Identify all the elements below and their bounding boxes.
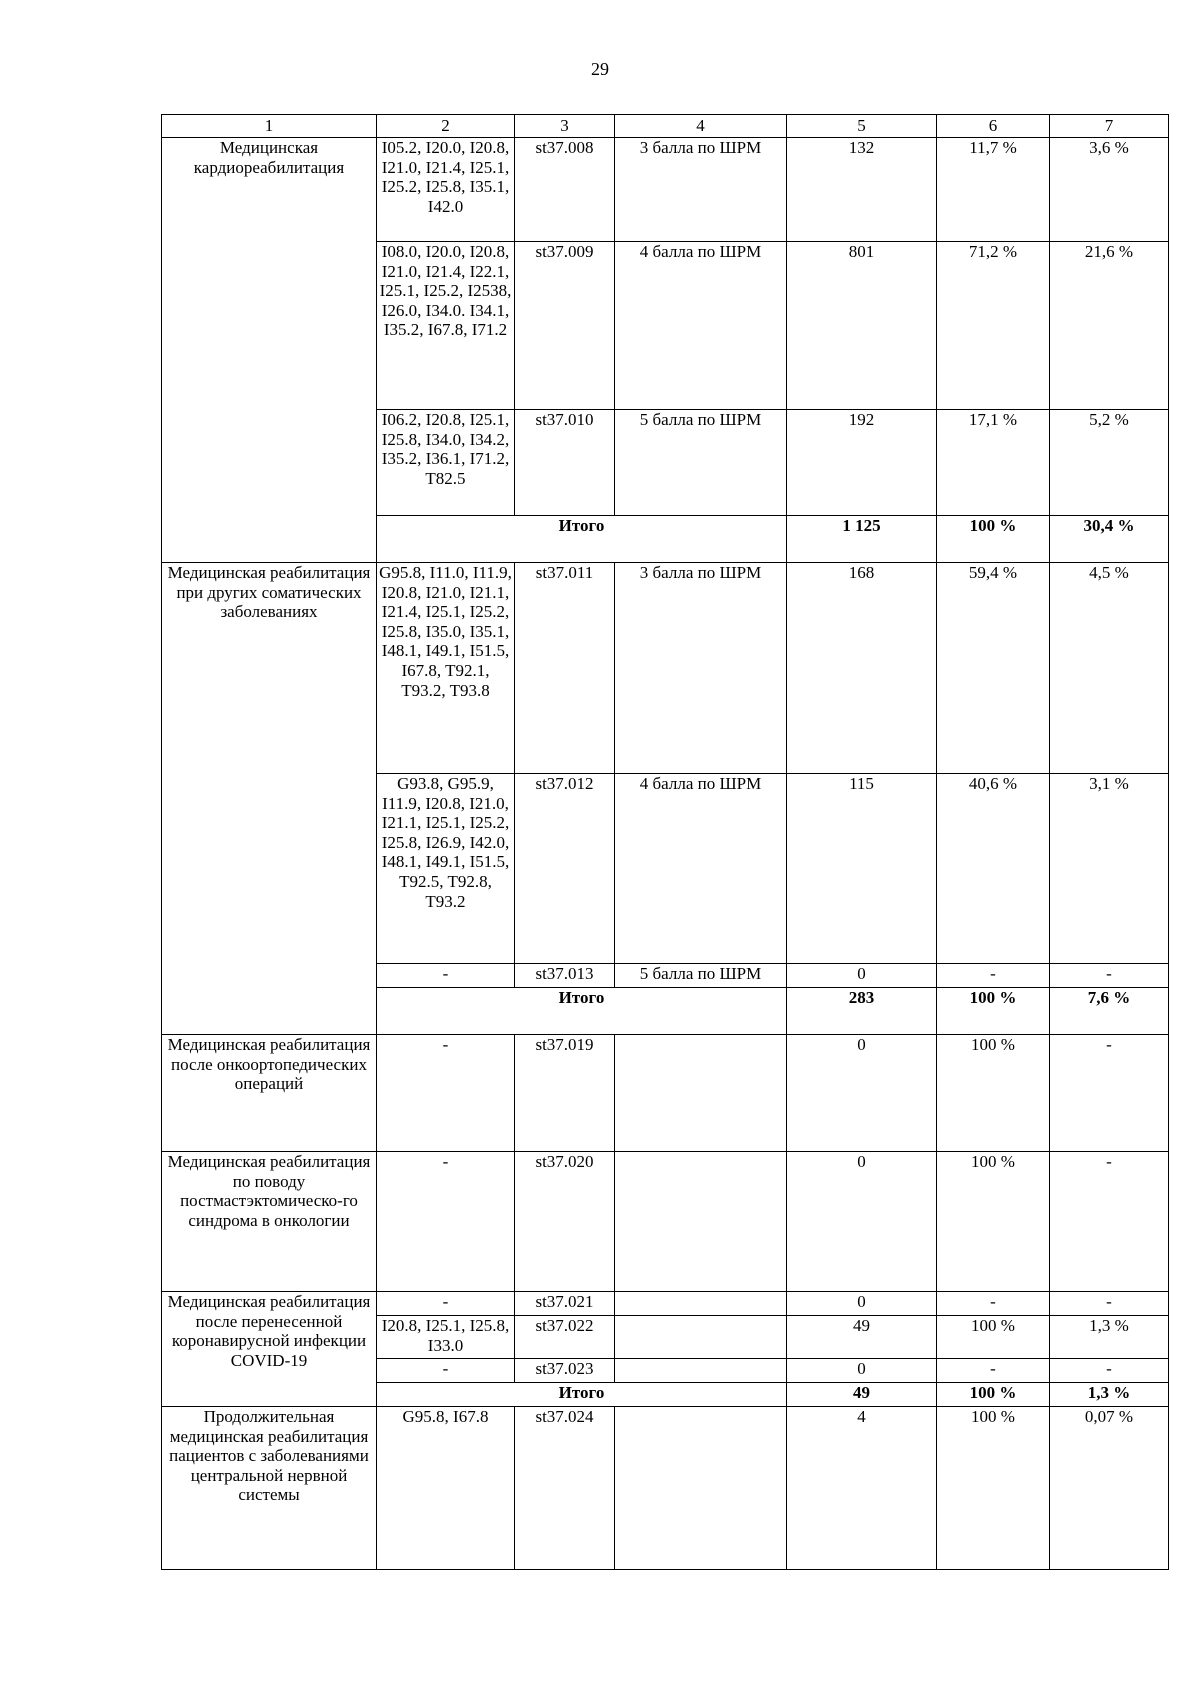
criterion: 3 балла по ШРМ [615, 563, 787, 774]
total-label: Итого [377, 516, 787, 563]
table-row [162, 138, 1169, 242]
diagnosis-codes: G95.8, I67.8 [377, 1407, 515, 1570]
diagnosis-codes: I06.2, I20.8, I25.1, I25.8, I34.0, I34.2, I35.2, I36.1, I71.2, T82.5 [377, 410, 515, 516]
total-share-group: 100 % [937, 1383, 1050, 1407]
share-in-group: 71,2 % [937, 242, 1050, 410]
share-in-group: 11,7 % [937, 138, 1050, 242]
diagnosis-codes: I20.8, I25.1, I25.8, I33.0 [377, 1316, 515, 1359]
csg-code: st37.013 [515, 964, 615, 988]
total-label: Итого [377, 1383, 787, 1407]
share-total: - [1050, 1292, 1169, 1316]
criterion [615, 1407, 787, 1570]
column-header: 6 [937, 115, 1050, 138]
group-name: Медицинская реабилитация после перенесенной коронавирусной инфекции COVID-19 [162, 1292, 377, 1407]
column-header: 2 [377, 115, 515, 138]
page-number: 29 [591, 59, 609, 79]
case-count: 192 [787, 410, 937, 516]
diagnosis-codes: - [377, 1292, 515, 1316]
table-row [162, 1152, 1169, 1292]
share-in-group: 100 % [937, 1035, 1050, 1152]
csg-code: st37.020 [515, 1152, 615, 1292]
share-total: 3,1 % [1050, 774, 1169, 964]
share-in-group: 40,6 % [937, 774, 1050, 964]
total-share-group: 100 % [937, 988, 1050, 1035]
group-name: Медицинская реабилитация при других соматических заболеваниях [162, 563, 377, 1035]
diagnosis-codes: G93.8, G95.9, I11.9, I20.8, I21.0, I21.1, I25.1, I25.2, I25.8, I26.9, I42.0, I48.1, I49.1, I51.5, T92.5, T92.8, T93.2 [377, 774, 515, 964]
diagnosis-codes: G95.8, I11.0, I11.9, I20.8, I21.0, I21.1, I21.4, I25.1, I25.2, I25.8, I35.0, I35.1, I48.1, I49.1, I51.5, I67.8, T92.1, T93.2, T93.8 [377, 563, 515, 774]
total-count: 283 [787, 988, 937, 1035]
share-in-group: 17,1 % [937, 410, 1050, 516]
group-name: Медицинская кардиореабилитация [162, 138, 377, 563]
case-count: 0 [787, 964, 937, 988]
criterion: 4 балла по ШРМ [615, 242, 787, 410]
table-row [162, 563, 1169, 774]
criterion [615, 1316, 787, 1359]
share-total: 4,5 % [1050, 563, 1169, 774]
case-count: 0 [787, 1152, 937, 1292]
table-row [162, 1407, 1169, 1570]
criterion [615, 1035, 787, 1152]
column-header: 4 [615, 115, 787, 138]
share-total: - [1050, 964, 1169, 988]
criterion [615, 1152, 787, 1292]
rehabilitation-table [161, 114, 1169, 1570]
share-total: 3,6 % [1050, 138, 1169, 242]
csg-code: st37.022 [515, 1316, 615, 1359]
diagnosis-codes: - [377, 1152, 515, 1292]
criterion: 5 балла по ШРМ [615, 964, 787, 988]
diagnosis-codes: I05.2, I20.0, I20.8, I21.0, I21.4, I25.1, I25.2, I25.8, I35.1, I42.0 [377, 138, 515, 242]
case-count: 49 [787, 1316, 937, 1359]
case-count: 115 [787, 774, 937, 964]
case-count: 4 [787, 1407, 937, 1570]
column-header: 5 [787, 115, 937, 138]
diagnosis-codes: I08.0, I20.0, I20.8, I21.0, I21.4, I22.1, I25.1, I25.2, I2538, I26.0, I34.0. I34.1, I35.2, I67.8, I71.2 [377, 242, 515, 410]
table-row [162, 1035, 1169, 1152]
csg-code: st37.008 [515, 138, 615, 242]
share-in-group: - [937, 1292, 1050, 1316]
share-total: 21,6 % [1050, 242, 1169, 410]
share-in-group: 100 % [937, 1316, 1050, 1359]
share-total: 0,07 % [1050, 1407, 1169, 1570]
share-total: 1,3 % [1050, 1316, 1169, 1359]
table-row [162, 1292, 1169, 1316]
column-header: 3 [515, 115, 615, 138]
group-name: Медицинская реабилитация после онкоортопедических операций [162, 1035, 377, 1152]
criterion: 5 балла по ШРМ [615, 410, 787, 516]
csg-code: st37.009 [515, 242, 615, 410]
column-header: 7 [1050, 115, 1169, 138]
case-count: 0 [787, 1035, 937, 1152]
share-in-group: - [937, 1359, 1050, 1383]
case-count: 132 [787, 138, 937, 242]
csg-code: st37.024 [515, 1407, 615, 1570]
total-share: 1,3 % [1050, 1383, 1169, 1407]
share-in-group: 59,4 % [937, 563, 1050, 774]
total-count: 1 125 [787, 516, 937, 563]
share-total: - [1050, 1035, 1169, 1152]
share-in-group: 100 % [937, 1407, 1050, 1570]
column-header: 1 [162, 115, 377, 138]
case-count: 0 [787, 1359, 937, 1383]
criterion: 4 балла по ШРМ [615, 774, 787, 964]
group-name: Продолжительная медицинская реабилитация пациентов с заболеваниями центральной нервной системы [162, 1407, 377, 1570]
total-share: 30,4 % [1050, 516, 1169, 563]
diagnosis-codes: - [377, 1359, 515, 1383]
criterion [615, 1292, 787, 1316]
csg-code: st37.012 [515, 774, 615, 964]
share-in-group: 100 % [937, 1152, 1050, 1292]
total-label: Итого [377, 988, 787, 1035]
csg-code: st37.019 [515, 1035, 615, 1152]
share-in-group: - [937, 964, 1050, 988]
case-count: 0 [787, 1292, 937, 1316]
csg-code: st37.011 [515, 563, 615, 774]
criterion [615, 1359, 787, 1383]
csg-code: st37.023 [515, 1359, 615, 1383]
criterion: 3 балла по ШРМ [615, 138, 787, 242]
case-count: 801 [787, 242, 937, 410]
diagnosis-codes: - [377, 1035, 515, 1152]
share-total: - [1050, 1152, 1169, 1292]
csg-code: st37.010 [515, 410, 615, 516]
total-count: 49 [787, 1383, 937, 1407]
total-share: 7,6 % [1050, 988, 1169, 1035]
total-share-group: 100 % [937, 516, 1050, 563]
share-total: 5,2 % [1050, 410, 1169, 516]
diagnosis-codes: - [377, 964, 515, 988]
case-count: 168 [787, 563, 937, 774]
column-number-row [162, 115, 1169, 138]
csg-code: st37.021 [515, 1292, 615, 1316]
share-total: - [1050, 1359, 1169, 1383]
group-name: Медицинская реабилитация по поводу постмастэктомическо-го синдрома в онкологии [162, 1152, 377, 1292]
